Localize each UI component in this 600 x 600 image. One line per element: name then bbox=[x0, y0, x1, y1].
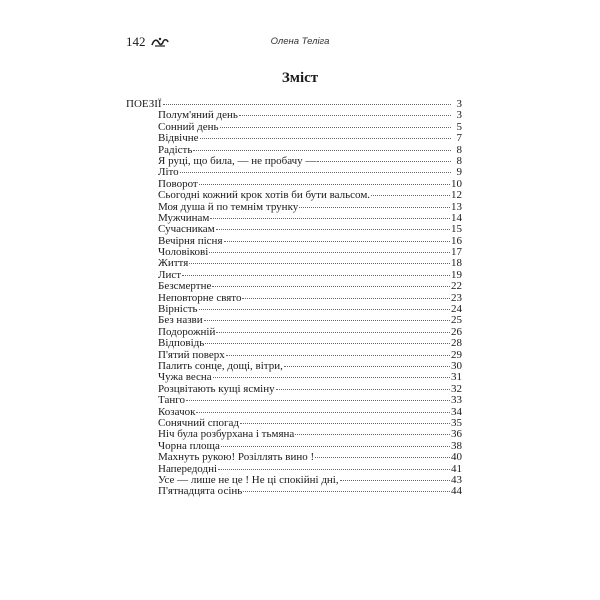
toc-entry bbox=[126, 338, 462, 349]
toc-page-number: 44 bbox=[451, 485, 462, 498]
toc-page-number: 29 bbox=[451, 348, 462, 361]
dot-leader bbox=[224, 241, 450, 242]
dot-leader bbox=[276, 389, 450, 390]
dot-leader bbox=[240, 423, 450, 424]
toc-entry-label: Напередодні bbox=[158, 462, 218, 475]
dot-leader bbox=[182, 275, 450, 276]
toc-page-number: 10 bbox=[451, 177, 462, 190]
toc-entry-label: Палить сонце, дощі, вітри, bbox=[158, 359, 283, 372]
dot-leader bbox=[196, 412, 450, 413]
toc-page-number: 8 bbox=[456, 154, 462, 167]
toc-page-number: 7 bbox=[456, 132, 462, 145]
table-of-contents bbox=[126, 99, 462, 498]
toc-page-number: 33 bbox=[451, 394, 462, 407]
dot-leader bbox=[243, 491, 450, 492]
dot-leader bbox=[242, 298, 450, 299]
toc-page-number: 12 bbox=[451, 189, 462, 202]
toc-entry-label: Сучасникам bbox=[158, 223, 215, 236]
toc-page-number: 28 bbox=[451, 337, 462, 350]
dot-leader bbox=[213, 377, 450, 378]
dot-leader bbox=[189, 263, 450, 264]
toc-page-number: 35 bbox=[451, 416, 462, 429]
toc-entry bbox=[126, 190, 462, 201]
toc-entry bbox=[126, 395, 462, 406]
toc-page-number: 9 bbox=[456, 166, 462, 179]
toc-entry-label: Усе — лише не це ! Не ці спокійні дні, bbox=[158, 473, 339, 486]
toc-page-number: 14 bbox=[451, 211, 462, 224]
dot-leader bbox=[239, 115, 451, 116]
toc-entry-label: Лист bbox=[158, 268, 182, 281]
toc-page-number: 31 bbox=[451, 371, 462, 384]
toc-page-number: 25 bbox=[451, 314, 462, 327]
toc-entry-label: Вірність bbox=[158, 303, 198, 316]
dot-leader bbox=[221, 446, 450, 447]
dot-leader bbox=[204, 320, 450, 321]
dot-leader bbox=[199, 309, 450, 310]
toc-entry-label: Сонний день bbox=[158, 120, 219, 133]
dot-leader bbox=[295, 434, 450, 435]
dot-leader bbox=[226, 355, 450, 356]
dot-leader bbox=[371, 195, 450, 196]
toc-entry-label: Відповідь bbox=[158, 337, 205, 350]
dot-leader bbox=[163, 104, 451, 105]
toc-page-number: 13 bbox=[451, 200, 462, 213]
toc-entry bbox=[126, 486, 462, 497]
toc-entry-label: Радість bbox=[158, 143, 193, 156]
toc-entry-label: П'ятий поверх bbox=[158, 348, 225, 361]
page-number: 142 bbox=[126, 34, 146, 49]
toc-page-number: 5 bbox=[456, 120, 462, 133]
running-head: Олена Теліга bbox=[270, 36, 330, 47]
toc-page-number: 17 bbox=[451, 246, 462, 259]
toc-entry-label: Неповторне свято bbox=[158, 291, 242, 304]
toc-page-number: 19 bbox=[451, 268, 462, 281]
toc-page-number: 34 bbox=[451, 405, 462, 418]
toc-entry bbox=[126, 429, 462, 440]
toc-entry bbox=[126, 452, 462, 463]
toc-entry-label: Вечірня пісня bbox=[158, 234, 223, 247]
dot-leader bbox=[210, 218, 450, 219]
toc-page-number: 32 bbox=[451, 382, 462, 395]
toc-page-number: 23 bbox=[451, 291, 462, 304]
toc-entry-label: Відвічне bbox=[158, 132, 199, 145]
dot-leader bbox=[212, 286, 450, 287]
dot-leader bbox=[186, 400, 450, 401]
toc-entry-label: Мужчинам bbox=[158, 211, 210, 224]
toc-page-number: 3 bbox=[456, 109, 462, 122]
toc-entry-label: Чужа весна bbox=[158, 371, 212, 384]
toc-page-number: 24 bbox=[451, 303, 462, 316]
toc-entry-label: Чорна площа bbox=[158, 439, 220, 452]
toc-page-number: 30 bbox=[451, 359, 462, 372]
dot-leader bbox=[340, 480, 450, 481]
toc-page-number: 16 bbox=[451, 234, 462, 247]
dot-leader bbox=[299, 207, 450, 208]
toc-entry-label: Козачок bbox=[158, 405, 196, 418]
dot-leader bbox=[193, 150, 451, 151]
dot-leader bbox=[218, 469, 450, 470]
toc-entry-label: Ніч була розбурхана і тьмяна bbox=[158, 428, 295, 441]
toc-page-number: 15 bbox=[451, 223, 462, 236]
dot-leader bbox=[200, 138, 451, 139]
dot-leader bbox=[317, 161, 451, 162]
toc-page-number: 40 bbox=[451, 451, 462, 464]
toc-entry-label: Життя bbox=[158, 257, 189, 270]
dot-leader bbox=[180, 172, 451, 173]
toc-entry-label: Сонячний спогад bbox=[158, 416, 239, 429]
toc-page-number: 43 bbox=[451, 473, 462, 486]
toc-entry-label: Поворот bbox=[158, 177, 198, 190]
toc-page-number: 8 bbox=[456, 143, 462, 156]
toc-entry-label: Чоловікові bbox=[158, 246, 209, 259]
toc-page-number: 38 bbox=[451, 439, 462, 452]
toc-entry-label: Танго bbox=[158, 394, 185, 407]
toc-entry-label: Літо bbox=[158, 166, 179, 179]
dot-leader bbox=[199, 184, 450, 185]
toc-entry-label: Махнуть рукою! Розіллять вино ! bbox=[158, 451, 315, 464]
dot-leader bbox=[209, 252, 450, 253]
toc-entry-label: Моя душа й по темнім трунку bbox=[158, 200, 299, 213]
toc-entry-label: Я руці, що била, — не пробачу — bbox=[158, 154, 317, 167]
toc-entry-label: Розцвітають кущі ясміну bbox=[158, 382, 275, 395]
dot-leader bbox=[315, 457, 450, 458]
toc-entry-label: Подорожній bbox=[158, 325, 216, 338]
dot-leader bbox=[205, 343, 450, 344]
toc-page-number: 36 bbox=[451, 428, 462, 441]
toc-entry-label: Без назви bbox=[158, 314, 203, 327]
toc-title: Зміст bbox=[281, 70, 319, 86]
toc-page-number: 18 bbox=[451, 257, 462, 270]
toc-entry-label: Безсмертне bbox=[158, 280, 212, 293]
toc-entry bbox=[126, 224, 462, 235]
toc-entry-label: Сьогодні кожний крок хотів би бути вальсом. bbox=[158, 189, 371, 202]
dot-leader bbox=[220, 127, 451, 128]
toc-page-number: 22 bbox=[451, 280, 462, 293]
dot-leader bbox=[216, 332, 450, 333]
toc-page-number: 3 bbox=[456, 98, 462, 110]
toc-entry-label: П'ятнадцята осінь bbox=[158, 485, 243, 498]
toc-entry-label: Полум'яний день bbox=[158, 109, 238, 122]
dot-leader bbox=[284, 366, 450, 367]
toc-page-number: 41 bbox=[451, 462, 462, 475]
dot-leader bbox=[216, 229, 450, 230]
toc-entry bbox=[126, 281, 462, 292]
toc-section-label: ПОЕЗІЇ bbox=[126, 98, 162, 110]
toc-entry bbox=[126, 133, 462, 144]
toc-page-number: 26 bbox=[451, 325, 462, 338]
